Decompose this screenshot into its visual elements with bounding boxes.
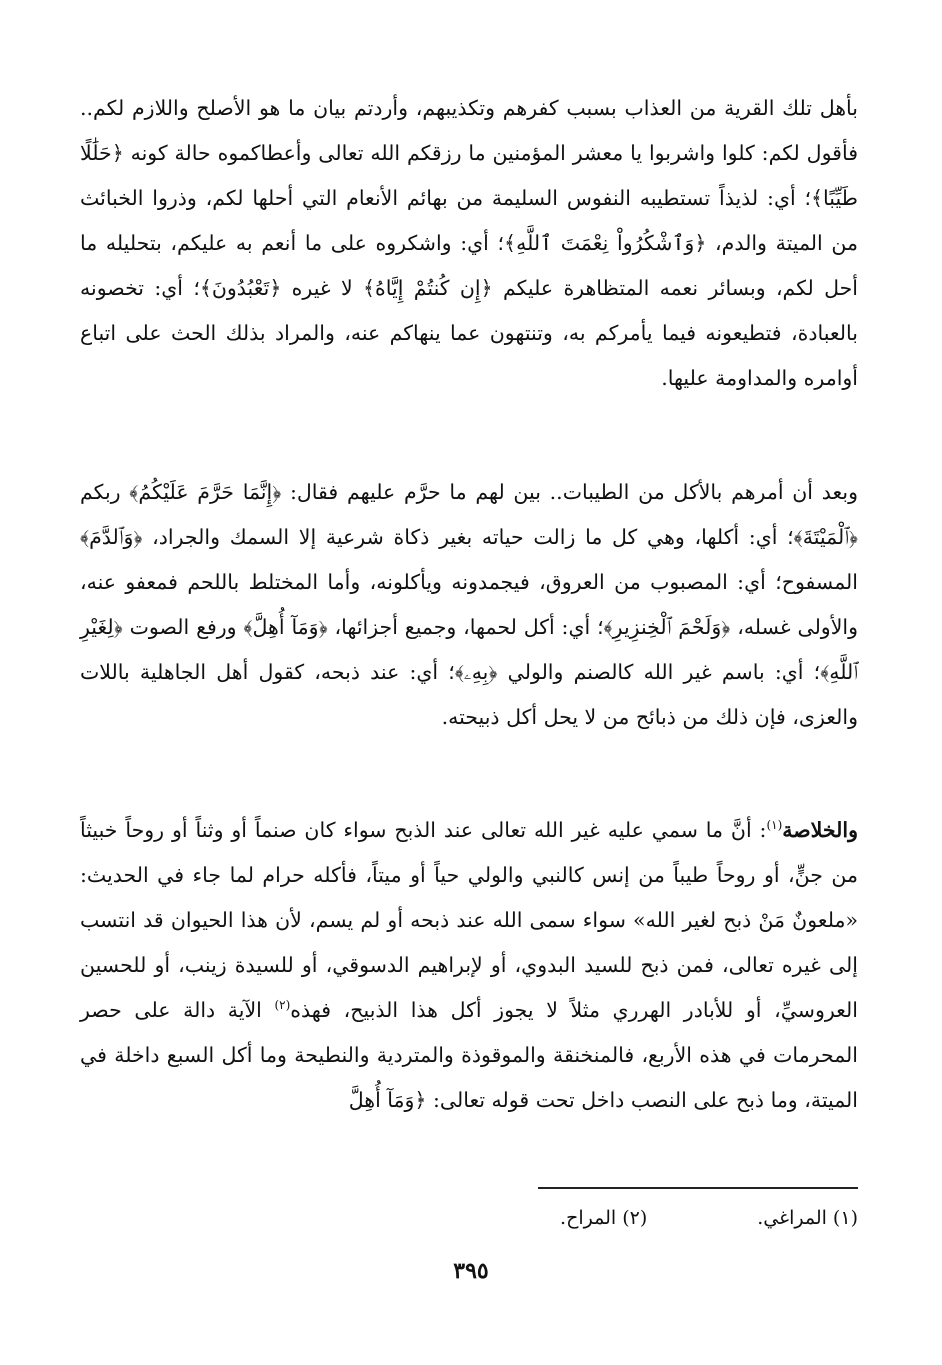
paragraph-3-text-end: الآية دالة على حصر المحرمات في هذه الأربع، فالمنخنقة والموقوذة والمتردية والنطيحة وما أكل السبع داخلة في الميتة، وما ذبح على النصب داخل تحت قوله تعالى: ﴿وَمَآ أُهِلَّ <box>80 998 858 1112</box>
paragraph-1 <box>80 86 858 401</box>
footnote-divider <box>538 1187 858 1189</box>
summary-heading: والخلاصة <box>782 818 858 842</box>
page-number: ٣٩٥ <box>453 1258 489 1284</box>
paragraph-3 <box>80 808 858 1123</box>
footnote-1: (١) المراغي. <box>757 1207 858 1229</box>
footnote-ref-2: (٢) <box>274 998 291 1013</box>
paragraph-2-text: وبعد أن أمرهم بالأكل من الطيبات.. بين لهم ما حرَّم عليهم فقال: ﴿إِنَّمَا حَرَّمَ عَلَيْكُمُ﴾ ربكم ﴿ٱلْمَيْتَةَ﴾؛ أي: أكلها، وهي كل ما زالت حياته بغير ذكاة شرعية إلا السمك والجراد، ﴿وَٱلدَّمَ﴾ المسفوح؛ أي: المصبوب من العروق، فيجمدونه ويأكلونه، وأما المختلط باللحم فمعفو عنه، والأولى غسله، ﴿وَلَحْمَ ٱلْخِنزِيرِ﴾؛ أي: أكل لحمها، وجميع أجزائها، ﴿وَمَآ أُهِلَّ﴾ ورفع الصوت ﴿لِغَيْرِ ٱللَّهِ﴾؛ أي: باسم غير الله كالصنم والولي ﴿بِهِۦ﴾؛ أي: عند ذبحه، كقول أهل الجاهلية باللات والعزى، فإن ذلك من ذبائح من لا يحل أكل ذبيحته. <box>80 480 858 729</box>
footnote-ref-1: (١) <box>766 818 783 833</box>
paragraph-3-text: : أنَّ ما سمي عليه غير الله تعالى عند الذبح سواء كان صنماً أو وثناً أو روحاً خبيثاً من جنٍّ، أو روحاً طيباً من إنس كالنبي والولي حياً أو ميتاً، فأكله حرام لما جاء في الحديث: «ملعونٌ مَنْ ذبح لغير الله» سواء سمى الله عند ذبحه أو لم يسم، لأن هذا الحيوان قد انتسب إلى غيره تعالى، فمن ذبح للسيد البدوي، أو لإبراهيم الدسوقي، أو للسيدة زينب، أو للحسين العروسيِّ، أو للأبادر الهرري مثلاً لا يجوز أكل هذا الذبيح، فهذه <box>80 818 859 1022</box>
paragraph-2 <box>80 470 858 740</box>
paragraph-1-text: بأهل تلك القرية من العذاب بسبب كفرهم وتكذيبهم، وأردتم بيان ما هو الأصلح واللازم لكم.. فأقول لكم: كلوا واشربوا يا معشر المؤمنين ما رزقكم الله تعالى وأعطاكموه حالة كونه ﴿حَلَٰلًا طَيِّبًا﴾؛ أي: لذيذاً تستطيبه النفوس السليمة من بهائم الأنعام التي أحلها لكم، وذروا الخبائث من الميتة والدم، ﴿وَٱشْكُرُواْ نِعْمَتَ ٱللَّهِ﴾؛ أي: واشكروه على ما أنعم به عليكم، بتحليله ما أحل لكم، وبسائر نعمه المتظاهرة عليكم ﴿إِن كُنتُمْ إِيَّاهُ﴾ لا غيره ﴿تَعْبُدُونَ﴾؛ أي: تخصونه بالعبادة، فتطيعونه فيما يأمركم به، وتنتهون عما ينهاكم عنه، والمراد بذلك الحث على اتباع أوامره والمداومة عليها. <box>80 96 858 390</box>
footnote-2: (٢) المراح. <box>560 1207 648 1229</box>
footnotes <box>298 1203 858 1233</box>
